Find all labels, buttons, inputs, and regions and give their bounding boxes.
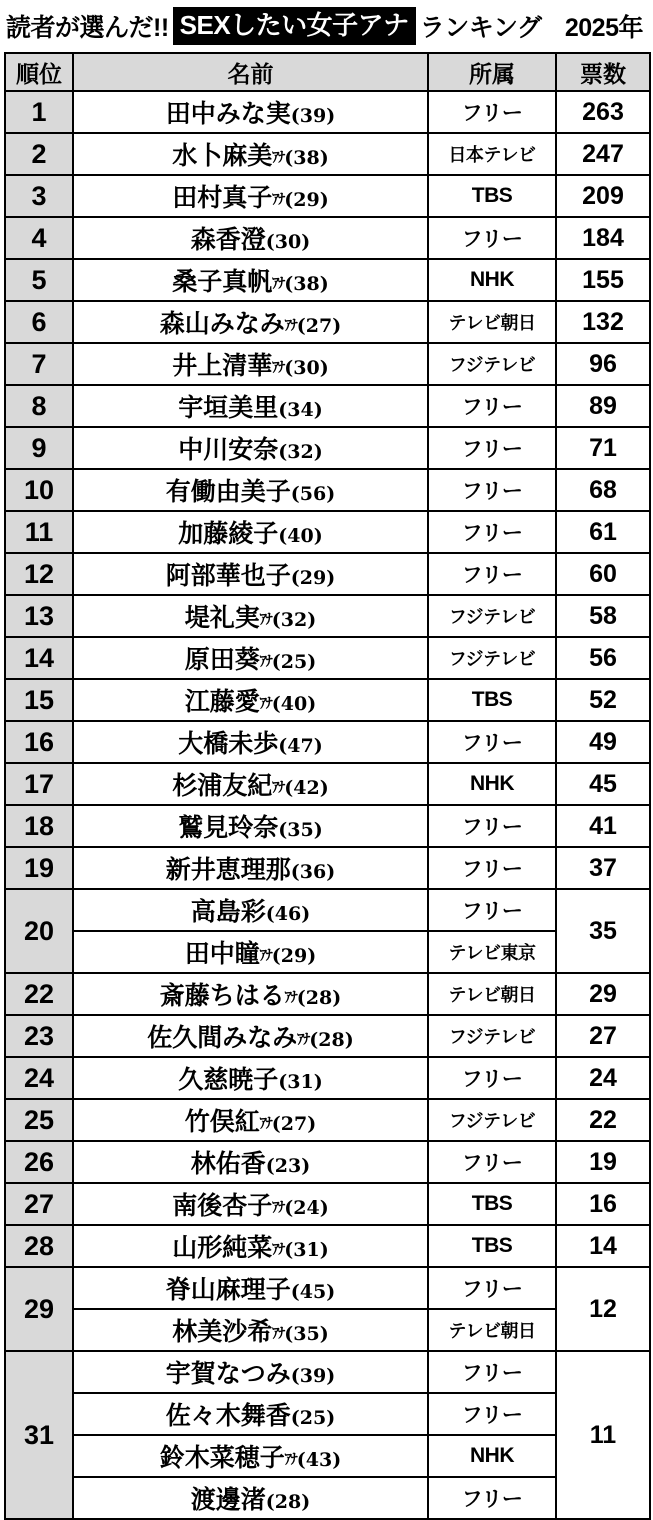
cell-votes: 49 xyxy=(556,721,650,763)
table-row xyxy=(5,1351,650,1393)
person-name: 新井恵理那 xyxy=(165,855,291,884)
cell-votes: 35 xyxy=(556,889,650,973)
person-age: (34) xyxy=(278,399,323,421)
cell-votes: 184 xyxy=(556,217,650,259)
cell-name xyxy=(73,259,428,301)
announcer-mark: ｱﾅ xyxy=(259,1116,272,1132)
person-name: 高島彩 xyxy=(190,897,266,926)
cell-rank: 27 xyxy=(5,1183,73,1225)
table-body xyxy=(5,91,650,1519)
person-age: (40) xyxy=(271,693,317,715)
cell-votes: 60 xyxy=(556,553,650,595)
cell-votes: 37 xyxy=(556,847,650,889)
announcer-mark: ｱﾅ xyxy=(272,1200,285,1216)
cell-votes: 56 xyxy=(556,637,650,679)
cell-org: フリー xyxy=(428,847,556,889)
cell-votes: 58 xyxy=(556,595,650,637)
cell-rank: 22 xyxy=(5,973,73,1015)
table-row xyxy=(5,217,650,259)
person-age: (39) xyxy=(290,105,336,127)
table-row xyxy=(5,553,650,595)
person-name: 林美沙希 xyxy=(172,1317,273,1346)
table-row xyxy=(5,595,650,637)
table-row xyxy=(5,1099,650,1141)
person-name: 堤礼実 xyxy=(184,603,260,632)
person-age: (31) xyxy=(278,1071,323,1093)
person-age: (23) xyxy=(265,1155,311,1177)
cell-org: NHK xyxy=(428,1435,556,1477)
person-age: (36) xyxy=(290,861,336,883)
cell-org: NHK xyxy=(428,259,556,301)
person-age: (35) xyxy=(278,819,323,841)
announcer-mark: ｱﾅ xyxy=(272,1242,285,1258)
cell-name xyxy=(73,385,428,427)
cell-name xyxy=(73,91,428,133)
cell-org: フリー xyxy=(428,805,556,847)
cell-org: フジテレビ xyxy=(428,595,556,637)
table-row xyxy=(5,301,650,343)
table-row xyxy=(5,469,650,511)
cell-rank: 26 xyxy=(5,1141,73,1183)
cell-rank: 7 xyxy=(5,343,73,385)
cell-rank: 19 xyxy=(5,847,73,889)
person-age: (28) xyxy=(296,987,342,1009)
cell-rank: 28 xyxy=(5,1225,73,1267)
person-name: 有働由美子 xyxy=(165,477,291,506)
person-age: (30) xyxy=(284,357,329,379)
cell-rank: 18 xyxy=(5,805,73,847)
cell-name xyxy=(73,1183,428,1225)
table-row xyxy=(5,1393,650,1435)
cell-org: フリー xyxy=(428,1351,556,1393)
person-age: (35) xyxy=(284,1323,329,1345)
announcer-mark: ｱﾅ xyxy=(272,150,285,166)
table-row xyxy=(5,679,650,721)
table-row xyxy=(5,343,650,385)
table-row xyxy=(5,259,650,301)
cell-votes: 96 xyxy=(556,343,650,385)
cell-rank: 24 xyxy=(5,1057,73,1099)
person-name: 桑子真帆 xyxy=(172,267,273,296)
cell-votes: 89 xyxy=(556,385,650,427)
cell-name xyxy=(73,1435,428,1477)
person-age: (45) xyxy=(290,1281,336,1303)
cell-votes: 16 xyxy=(556,1183,650,1225)
cell-rank: 12 xyxy=(5,553,73,595)
person-name: 渡邊渚 xyxy=(190,1485,266,1514)
cell-votes: 14 xyxy=(556,1225,650,1267)
cell-rank: 8 xyxy=(5,385,73,427)
person-age: (29) xyxy=(290,567,336,589)
cell-name xyxy=(73,427,428,469)
cell-org: フリー xyxy=(428,1057,556,1099)
cell-name xyxy=(73,1309,428,1351)
cell-votes: 22 xyxy=(556,1099,650,1141)
cell-org: テレビ朝日 xyxy=(428,301,556,343)
cell-name xyxy=(73,973,428,1015)
cell-votes: 71 xyxy=(556,427,650,469)
cell-name xyxy=(73,301,428,343)
person-age: (27) xyxy=(296,315,342,337)
cell-votes: 45 xyxy=(556,763,650,805)
cell-name xyxy=(73,553,428,595)
person-name: 水卜麻美 xyxy=(172,141,273,170)
cell-org: フジテレビ xyxy=(428,637,556,679)
person-name: 大橋未歩 xyxy=(178,729,279,758)
person-name: 斎藤ちはる xyxy=(159,981,285,1010)
cell-name xyxy=(73,679,428,721)
table-row xyxy=(5,1309,650,1351)
person-name: 鈴木菜穂子 xyxy=(159,1443,285,1472)
cell-org: 日本テレビ xyxy=(428,133,556,175)
cell-rank: 2 xyxy=(5,133,73,175)
cell-org: フリー xyxy=(428,1477,556,1519)
header-name: 名前 xyxy=(73,53,428,91)
person-name: 宇垣美里 xyxy=(178,393,279,422)
cell-votes: 24 xyxy=(556,1057,650,1099)
table-row xyxy=(5,763,650,805)
person-age: (46) xyxy=(265,903,311,925)
header-votes: 票数 xyxy=(556,53,650,91)
announcer-mark: ｱﾅ xyxy=(284,1452,297,1468)
person-age: (31) xyxy=(284,1239,329,1261)
cell-org: フリー xyxy=(428,469,556,511)
cell-org: フリー xyxy=(428,385,556,427)
person-age: (29) xyxy=(271,945,317,967)
person-name: 森香澄 xyxy=(190,225,266,254)
cell-votes: 247 xyxy=(556,133,650,175)
cell-name xyxy=(73,217,428,259)
person-name: 江藤愛 xyxy=(184,687,260,716)
person-age: (43) xyxy=(296,1449,342,1471)
cell-votes: 132 xyxy=(556,301,650,343)
cell-name xyxy=(73,931,428,973)
table-row xyxy=(5,805,650,847)
cell-org: フリー xyxy=(428,217,556,259)
cell-votes: 61 xyxy=(556,511,650,553)
announcer-mark: ｱﾅ xyxy=(272,780,285,796)
table-row xyxy=(5,1141,650,1183)
cell-rank: 4 xyxy=(5,217,73,259)
table-row xyxy=(5,1477,650,1519)
cell-rank: 11 xyxy=(5,511,73,553)
cell-name xyxy=(73,1225,428,1267)
announcer-mark: ｱﾅ xyxy=(284,318,297,334)
cell-votes: 29 xyxy=(556,973,650,1015)
person-name: 林佑香 xyxy=(190,1149,266,1178)
person-age: (25) xyxy=(271,651,317,673)
table-row xyxy=(5,91,650,133)
cell-org: フリー xyxy=(428,511,556,553)
person-age: (28) xyxy=(265,1491,311,1513)
cell-name xyxy=(73,1351,428,1393)
cell-org: フジテレビ xyxy=(428,1015,556,1057)
table-row xyxy=(5,133,650,175)
person-age: (40) xyxy=(278,525,323,547)
cell-name xyxy=(73,133,428,175)
table-row xyxy=(5,1183,650,1225)
person-age: (39) xyxy=(290,1365,336,1387)
cell-votes: 41 xyxy=(556,805,650,847)
cell-name xyxy=(73,1267,428,1309)
cell-votes: 155 xyxy=(556,259,650,301)
person-name: 久慈暁子 xyxy=(178,1065,279,1094)
cell-org: テレビ朝日 xyxy=(428,973,556,1015)
title-highlight: SEXしたい女子アナ xyxy=(173,7,416,45)
table-row xyxy=(5,931,650,973)
person-name: 原田葵 xyxy=(184,645,260,674)
person-age: (30) xyxy=(265,231,311,253)
cell-rank: 6 xyxy=(5,301,73,343)
title-lead: 読者が選んだ!! xyxy=(6,14,169,42)
cell-votes: 12 xyxy=(556,1267,650,1351)
table-row xyxy=(5,175,650,217)
cell-name xyxy=(73,1393,428,1435)
person-name: 鷲見玲奈 xyxy=(178,813,279,842)
person-name: 山形純菜 xyxy=(172,1233,273,1262)
person-name: 竹俣紅 xyxy=(184,1107,260,1136)
cell-org: TBS xyxy=(428,1183,556,1225)
announcer-mark: ｱﾅ xyxy=(259,612,272,628)
cell-rank: 20 xyxy=(5,889,73,973)
person-name: 田村真子 xyxy=(172,183,273,212)
cell-name xyxy=(73,805,428,847)
announcer-mark: ｱﾅ xyxy=(272,192,285,208)
person-age: (42) xyxy=(284,777,329,799)
person-name: 杉浦友紀 xyxy=(172,771,273,800)
cell-org: フジテレビ xyxy=(428,1099,556,1141)
cell-name xyxy=(73,1477,428,1519)
person-age: (25) xyxy=(290,1407,336,1429)
cell-org: フリー xyxy=(428,427,556,469)
cell-org: フリー xyxy=(428,91,556,133)
cell-rank: 1 xyxy=(5,91,73,133)
table-row xyxy=(5,385,650,427)
cell-rank: 23 xyxy=(5,1015,73,1057)
cell-votes: 52 xyxy=(556,679,650,721)
table-row xyxy=(5,637,650,679)
person-age: (56) xyxy=(290,483,336,505)
person-age: (29) xyxy=(284,189,329,211)
cell-votes: 68 xyxy=(556,469,650,511)
cell-name xyxy=(73,343,428,385)
title-year: 2025年 xyxy=(564,14,643,42)
person-name: 田中瞳 xyxy=(184,939,260,968)
cell-rank: 9 xyxy=(5,427,73,469)
person-age: (47) xyxy=(278,735,323,757)
table-row xyxy=(5,1057,650,1099)
cell-rank: 10 xyxy=(5,469,73,511)
cell-org: NHK xyxy=(428,763,556,805)
person-name: 加藤綾子 xyxy=(178,519,279,548)
cell-votes: 263 xyxy=(556,91,650,133)
cell-org: フリー xyxy=(428,553,556,595)
announcer-mark: ｱﾅ xyxy=(259,696,272,712)
cell-name xyxy=(73,175,428,217)
person-age: (24) xyxy=(284,1197,329,1219)
cell-name xyxy=(73,1057,428,1099)
person-age: (38) xyxy=(284,147,329,169)
cell-org: フリー xyxy=(428,889,556,931)
cell-name xyxy=(73,1141,428,1183)
person-name: 南後杏子 xyxy=(172,1191,273,1220)
table-row xyxy=(5,973,650,1015)
title-tail: ランキング xyxy=(419,14,542,42)
cell-org: フリー xyxy=(428,1267,556,1309)
header-rank: 順位 xyxy=(5,53,73,91)
cell-name xyxy=(73,511,428,553)
ranking-table xyxy=(4,52,651,1520)
cell-org: TBS xyxy=(428,1225,556,1267)
cell-rank: 15 xyxy=(5,679,73,721)
cell-rank: 16 xyxy=(5,721,73,763)
cell-org: フジテレビ xyxy=(428,343,556,385)
title-bar xyxy=(0,0,653,52)
table-row xyxy=(5,1015,650,1057)
announcer-mark: ｱﾅ xyxy=(272,276,285,292)
cell-name xyxy=(73,847,428,889)
person-name: 中川安奈 xyxy=(178,435,279,464)
table-row xyxy=(5,721,650,763)
cell-votes: 19 xyxy=(556,1141,650,1183)
announcer-mark: ｱﾅ xyxy=(259,654,272,670)
cell-votes: 11 xyxy=(556,1351,650,1519)
header-org: 所属 xyxy=(428,53,556,91)
person-name: 阿部華也子 xyxy=(165,561,291,590)
cell-rank: 17 xyxy=(5,763,73,805)
person-age: (28) xyxy=(309,1029,354,1051)
cell-votes: 27 xyxy=(556,1015,650,1057)
person-name: 佐々木舞香 xyxy=(165,1401,291,1430)
cell-name xyxy=(73,763,428,805)
announcer-mark: ｱﾅ xyxy=(272,360,285,376)
cell-name xyxy=(73,469,428,511)
announcer-mark: ｱﾅ xyxy=(284,990,297,1006)
person-age: (38) xyxy=(284,273,329,295)
cell-rank: 14 xyxy=(5,637,73,679)
person-name: 宇賀なつみ xyxy=(165,1359,291,1388)
person-name: 田中みな実 xyxy=(165,99,291,128)
person-name: 脊山麻理子 xyxy=(165,1275,291,1304)
cell-rank: 3 xyxy=(5,175,73,217)
cell-org: フリー xyxy=(428,1141,556,1183)
person-name: 井上清華 xyxy=(172,351,273,380)
table-row xyxy=(5,847,650,889)
person-name: 佐久間みなみ xyxy=(147,1023,298,1052)
table-row xyxy=(5,427,650,469)
person-age: (27) xyxy=(271,1113,317,1135)
person-age: (32) xyxy=(271,609,317,631)
cell-rank: 29 xyxy=(5,1267,73,1351)
cell-votes: 209 xyxy=(556,175,650,217)
cell-rank: 25 xyxy=(5,1099,73,1141)
cell-org: フリー xyxy=(428,721,556,763)
cell-name xyxy=(73,1099,428,1141)
cell-rank: 5 xyxy=(5,259,73,301)
announcer-mark: ｱﾅ xyxy=(297,1032,310,1048)
table-row xyxy=(5,511,650,553)
cell-name xyxy=(73,889,428,931)
table-row xyxy=(5,1267,650,1309)
cell-rank: 31 xyxy=(5,1351,73,1519)
announcer-mark: ｱﾅ xyxy=(259,948,272,964)
person-name: 森山みなみ xyxy=(159,309,285,338)
cell-name xyxy=(73,595,428,637)
table-header xyxy=(5,53,650,91)
cell-rank: 13 xyxy=(5,595,73,637)
cell-org: TBS xyxy=(428,175,556,217)
cell-name xyxy=(73,1015,428,1057)
person-age: (32) xyxy=(278,441,323,463)
cell-name xyxy=(73,637,428,679)
cell-name xyxy=(73,721,428,763)
table-row xyxy=(5,1225,650,1267)
announcer-mark: ｱﾅ xyxy=(272,1326,285,1342)
cell-org: テレビ朝日 xyxy=(428,1309,556,1351)
cell-org: テレビ東京 xyxy=(428,931,556,973)
table-row xyxy=(5,889,650,931)
cell-org: フリー xyxy=(428,1393,556,1435)
table-row xyxy=(5,1435,650,1477)
cell-org: TBS xyxy=(428,679,556,721)
